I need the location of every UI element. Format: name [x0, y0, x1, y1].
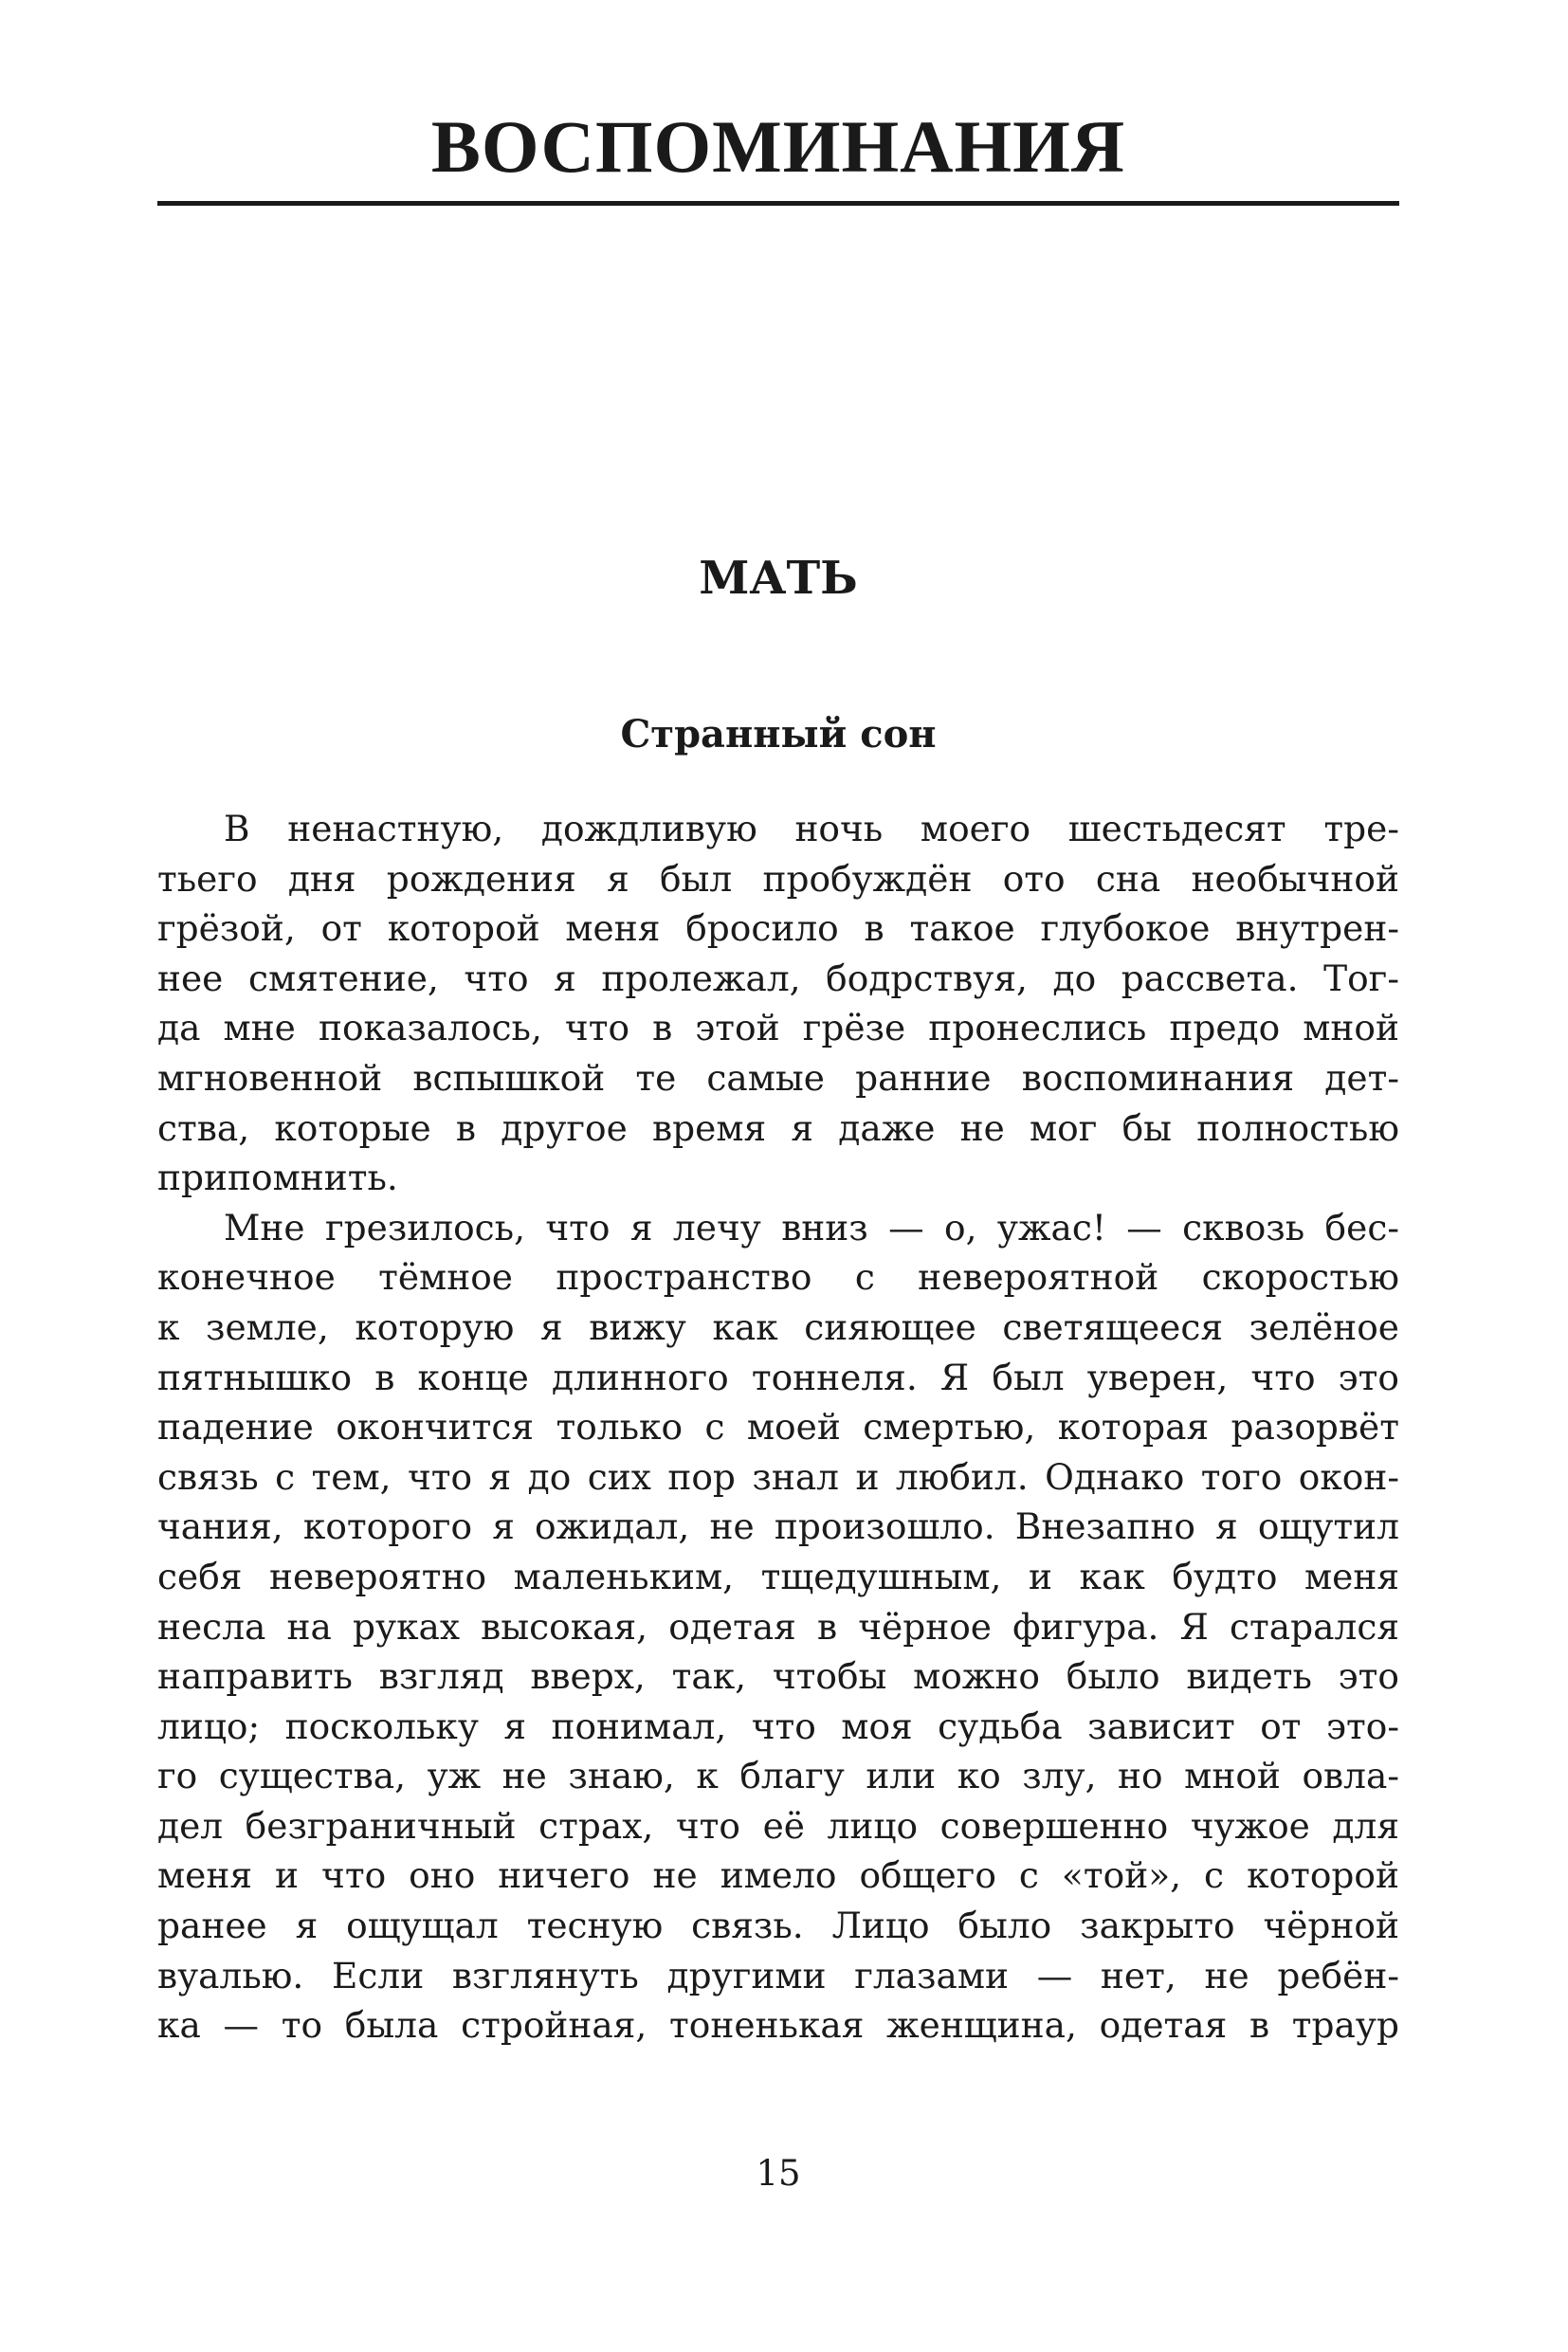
text-line: связь с тем, что я до сих пор знал и любил. Однако того окон- — [157, 1455, 1399, 1498]
text-line: лицо; поскольку я понимал, что моя судьба зависит от это- — [157, 1705, 1399, 1747]
text-line: направить взгляд вверх, так, чтобы можно было видеть это — [157, 1655, 1399, 1698]
text-line: чания, которого я ожидал, не произошло. Внезапно я ощутил — [157, 1505, 1399, 1548]
text-line: меня и что оно ничего не имело общего с «той», с которой — [157, 1854, 1399, 1897]
text-line: В ненастную, дождливую ночь моего шестьдесят тре- — [224, 808, 1399, 849]
text-line: конечное тёмное пространство с невероятной скоростью — [157, 1256, 1399, 1299]
text-line: вуалью. Если взглянуть другими глазами — нет, не ребён- — [157, 1954, 1399, 1996]
text-line: ка — то была стройная, тоненькая женщина, одетая в траур — [157, 2004, 1399, 2047]
page-number: 15 — [756, 2153, 801, 2194]
text-line: тьего дня рождения я был пробуждён ото сна необычной — [157, 857, 1399, 900]
text-line: падение окончится только с моей смертью, которая разорвёт — [157, 1406, 1399, 1449]
text-line: себя невероятно маленьким, тщедушным, и как будто меня — [157, 1555, 1399, 1597]
header-rule — [157, 201, 1399, 206]
text-line: грёзой, от которой меня бросило в такое глубокое внутрен- — [157, 907, 1399, 950]
text-line: несла на руках высокая, одетая в чёрное фигура. Я старался — [157, 1605, 1399, 1648]
body-text — [157, 804, 1399, 2051]
text-line: да мне показалось, что в этой грёзе пронеслись предо мной — [157, 1007, 1399, 1049]
text-line: го существа, уж не знаю, к благу или ко злу, но мной овла- — [157, 1755, 1399, 1797]
text-line: припомнить. — [157, 1157, 398, 1199]
text-line: нее смятение, что я пролежал, бодрствуя, до рассвета. Тог- — [157, 957, 1399, 999]
section-title: Странный сон — [620, 712, 937, 757]
text-line: к земле, которую я вижу как сияющее светящееся зелёное — [157, 1305, 1399, 1348]
text-line: дел безграничный страх, что её лицо совершенно чужое для — [157, 1804, 1399, 1847]
text-line: мгновенной вспышкой те самые ранние воспоминания дет- — [157, 1056, 1399, 1099]
chapter-title: МАТЬ — [699, 552, 858, 605]
text-line: Мне грезилось, что я лечу вниз — о, ужас! — сквозь бес- — [224, 1206, 1399, 1249]
text-line: пятнышко в конце длинного тоннеля. Я был уверен, что это — [157, 1356, 1399, 1398]
text-line: ства, которые в другое время я даже не мог бы полностью — [157, 1106, 1399, 1149]
running-head: ВОСПОМИНАНИЯ — [430, 105, 1126, 188]
text-line: ранее я ощущал тесную связь. Лицо было закрыто чёрной — [157, 1905, 1399, 1947]
paragraph-1 — [157, 804, 1399, 1203]
paragraph-2 — [157, 1203, 1399, 2051]
